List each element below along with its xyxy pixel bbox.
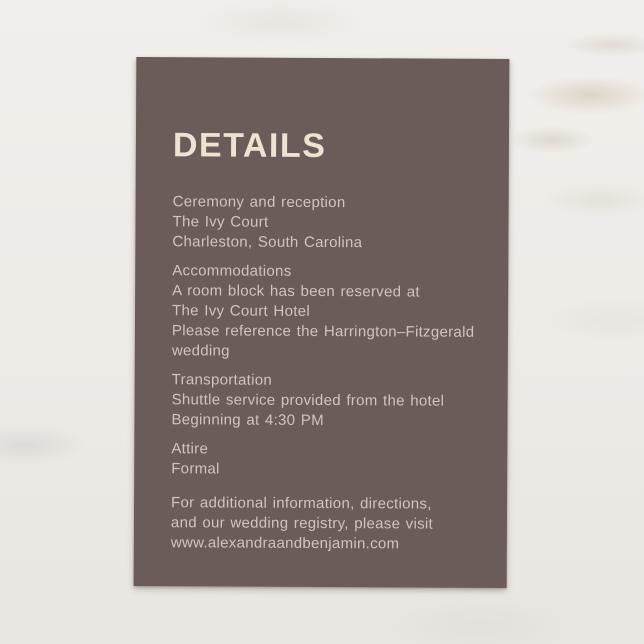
section-transportation xyxy=(171,370,487,432)
text-line: Please reference the Harrington–Fitzgerald xyxy=(171,322,475,341)
section-additional-info xyxy=(171,493,487,555)
section-heading: Transportation xyxy=(171,371,273,389)
section-attire xyxy=(171,439,487,481)
shuttle-time: Beginning at 4:30 PM xyxy=(171,411,324,430)
text-line: A room block has been reserved at xyxy=(172,282,420,301)
section-ceremony xyxy=(172,192,488,254)
section-heading: Accommodations xyxy=(172,262,292,280)
text-line: wedding xyxy=(171,342,230,360)
website-url: www.alexandraandbenjamin.com xyxy=(170,534,400,553)
venue-name: The Ivy Court xyxy=(172,213,269,231)
text-line: For additional information, directions, xyxy=(171,494,432,513)
section-heading: Ceremony and reception xyxy=(172,193,346,212)
hotel-name: The Ivy Court Hotel xyxy=(172,302,311,320)
text-line: and our wedding registry, please visit xyxy=(170,514,434,533)
section-accommodations xyxy=(172,261,489,363)
dress-code: Formal xyxy=(171,460,220,478)
venue-location: Charleston, South Carolina xyxy=(172,233,363,252)
text-line: Shuttle service provided from the hotel xyxy=(171,391,445,410)
section-heading: Attire xyxy=(171,440,209,458)
card-title: DETAILS xyxy=(172,126,327,166)
details-enclosure-card xyxy=(134,57,510,588)
